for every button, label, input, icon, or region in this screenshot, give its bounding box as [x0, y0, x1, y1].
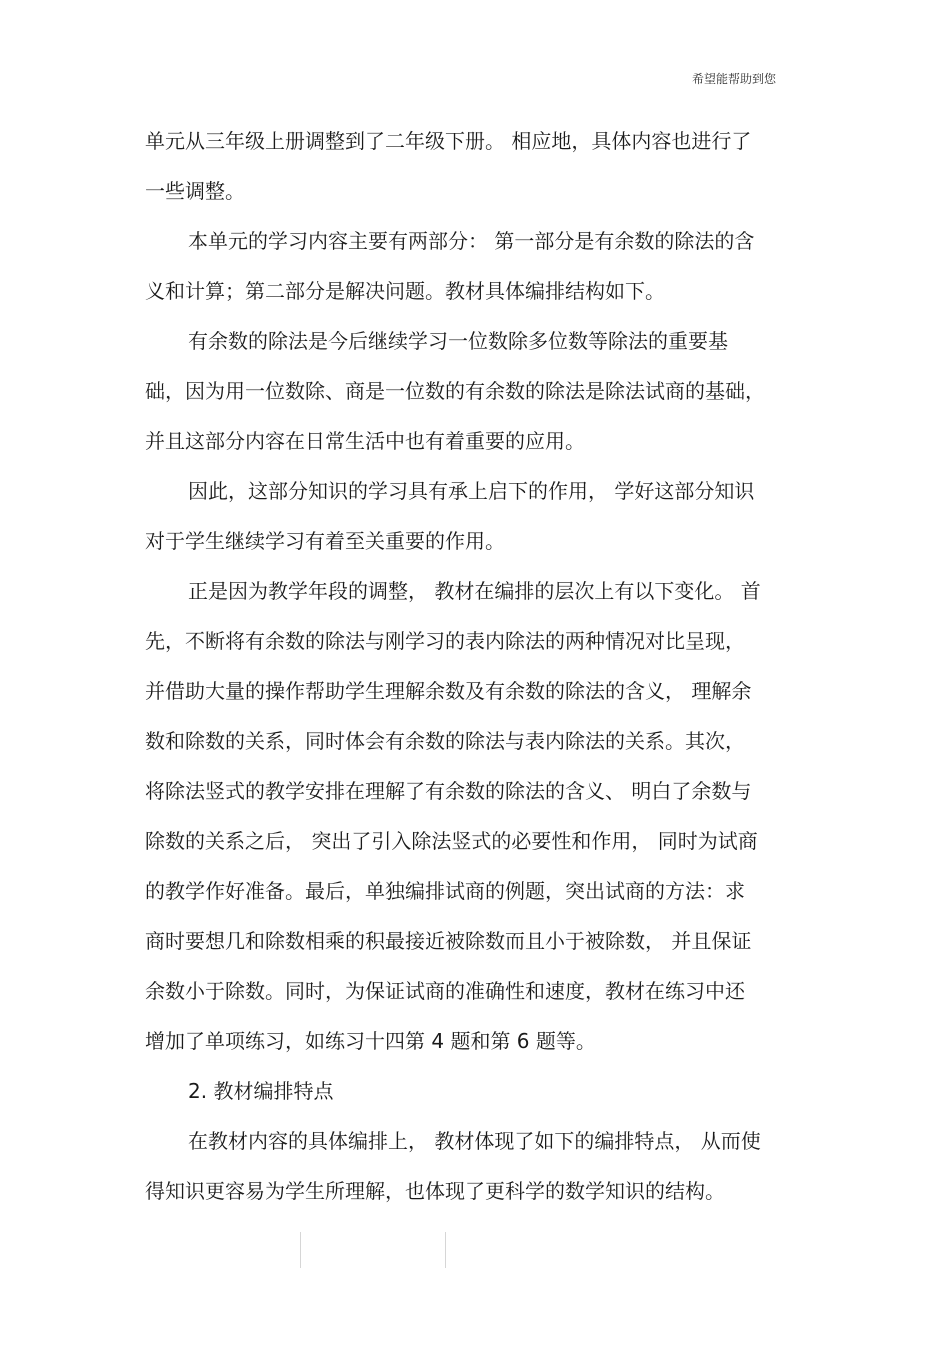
section-heading: 2. 教材编排特点: [188, 1079, 334, 1103]
text-line: 对于学生继续学习有着至关重要的作用。: [145, 529, 505, 553]
text-line: 并且这部分内容在日常生活中也有着重要的应用。: [145, 429, 585, 453]
table-divider-right: [445, 1232, 446, 1268]
text-line: 正是因为教学年段的调整， 教材在编排的层次上有以下变化。 首: [188, 579, 761, 603]
text-line: 增加了单项练习，如练习十四第 4 题和第 6 题等。: [145, 1029, 596, 1053]
text-line: 义和计算；第二部分是解决问题。教材具体编排结构如下。: [145, 279, 665, 303]
text-line: 先，不断将有余数的除法与刚学习的表内除法的两种情况对比呈现，: [145, 629, 745, 653]
text-line: 一些调整。: [145, 179, 245, 203]
text-line: 商时要想几和除数相乘的积最接近被除数而且小于被除数， 并且保证: [145, 929, 752, 953]
text-line: 将除法竖式的教学安排在理解了有余数的除法的含义、 明白了余数与: [145, 779, 752, 803]
header-note: 希望能帮助到您: [692, 72, 777, 86]
text-line: 得知识更容易为学生所理解，也体现了更科学的数学知识的结构。: [145, 1179, 725, 1203]
text-line: 本单元的学习内容主要有两部分： 第一部分是有余数的除法的含: [188, 229, 755, 253]
text-line: 余数小于除数。同时，为保证试商的准确性和速度，教材在练习中还: [145, 979, 745, 1003]
text-line: 数和除数的关系，同时体会有余数的除法与表内除法的关系。其次，: [145, 729, 745, 753]
table-divider-left: [300, 1232, 301, 1268]
text-line: 在教材内容的具体编排上， 教材体现了如下的编排特点， 从而使: [188, 1129, 761, 1153]
text-line: 除数的关系之后， 突出了引入除法竖式的必要性和作用， 同时为试商: [145, 829, 758, 853]
text-line: 并借助大量的操作帮助学生理解余数及有余数的除法的含义， 理解余: [145, 679, 752, 703]
text-line: 础，因为用一位数除、商是一位数的有余数的除法是除法试商的基础，: [145, 379, 765, 403]
text-line: 因此，这部分知识的学习具有承上启下的作用， 学好这部分知识: [188, 479, 755, 503]
text-line: 有余数的除法是今后继续学习一位数除多位数等除法的重要基: [188, 329, 728, 353]
text-line: 的教学作好准备。最后，单独编排试商的例题，突出试商的方法：求: [145, 879, 745, 903]
text-line: 单元从三年级上册调整到了二年级下册。 相应地，具体内容也进行了: [145, 129, 752, 153]
